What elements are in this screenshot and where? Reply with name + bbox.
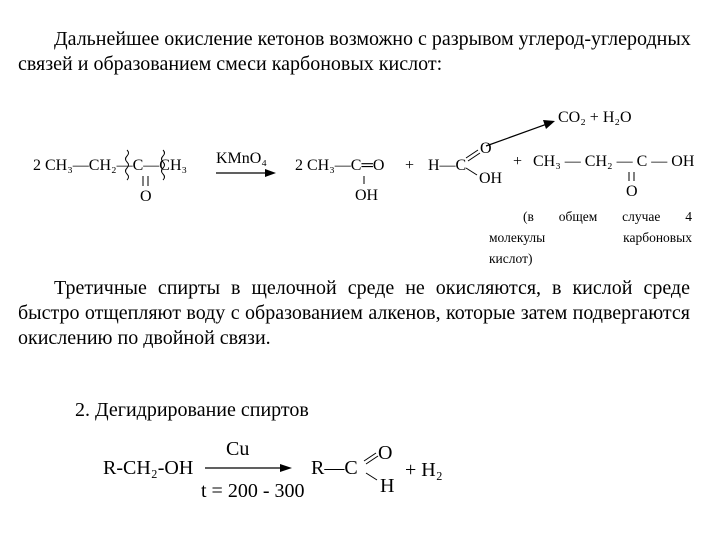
plus-sign-1: + xyxy=(405,157,415,174)
plus-sign-2: + xyxy=(513,153,523,170)
formic-oxygen: O xyxy=(480,140,492,157)
reactant-alcohol: R-CH₂-OH xyxy=(103,457,194,479)
byproducts-co2-h2o: CO₂ + H₂O xyxy=(558,109,632,126)
temperature-condition: t = 200 - 300 xyxy=(201,480,305,502)
product-aldehyde: R—C xyxy=(311,457,358,479)
paragraph-tertiary-alcohols: Третичные спирты в щелочной среде не окисляются, в кислой среде быстро отщепляют воду с образованием алкенов, которые затем подвергаются окислению по двойной связи. xyxy=(18,277,690,349)
acetic-oh: OH xyxy=(355,187,379,204)
product-acetic-acid: 2 CH₃—C═O xyxy=(295,157,385,174)
note-line-2: молекулы карбоновых xyxy=(489,230,692,245)
carbonyl-oxygen: O xyxy=(140,188,152,205)
propanoic-oxygen: O xyxy=(626,183,638,200)
aldehyde-double-bond-1 xyxy=(364,453,376,461)
aldehyde-h-bond xyxy=(366,473,377,480)
product-hydrogen: + H₂ xyxy=(405,459,443,481)
aldehyde-oxygen: O xyxy=(378,442,393,464)
aldehyde-double-bond-2 xyxy=(366,456,378,464)
section-heading: 2. Дегидрирование спиртов xyxy=(75,399,309,421)
product-formic-acid: H—C xyxy=(428,157,467,174)
reactant-ketone: 2 CH₃—CH₂—C—CH₃ xyxy=(33,157,188,174)
product-propanoic-acid: CH₃ — CH₂ — C — OH xyxy=(533,153,695,170)
reagent-kmno4: KMnO₄ xyxy=(216,150,267,167)
dehydrogenation-arrow-head xyxy=(280,464,292,472)
aldehyde-hydrogen: H xyxy=(380,475,395,497)
catalyst-cu: Cu xyxy=(226,438,250,460)
note-line-1: (в общем случае 4 xyxy=(523,209,692,224)
note-line-3: кислот) xyxy=(489,251,533,266)
paragraph-text: Дальнейшее окисление кетонов возможно с разрывом углерод-углеродных связей и образованием смеси карбоновых кислот: xyxy=(18,28,691,75)
formic-oh: OH xyxy=(479,170,503,187)
